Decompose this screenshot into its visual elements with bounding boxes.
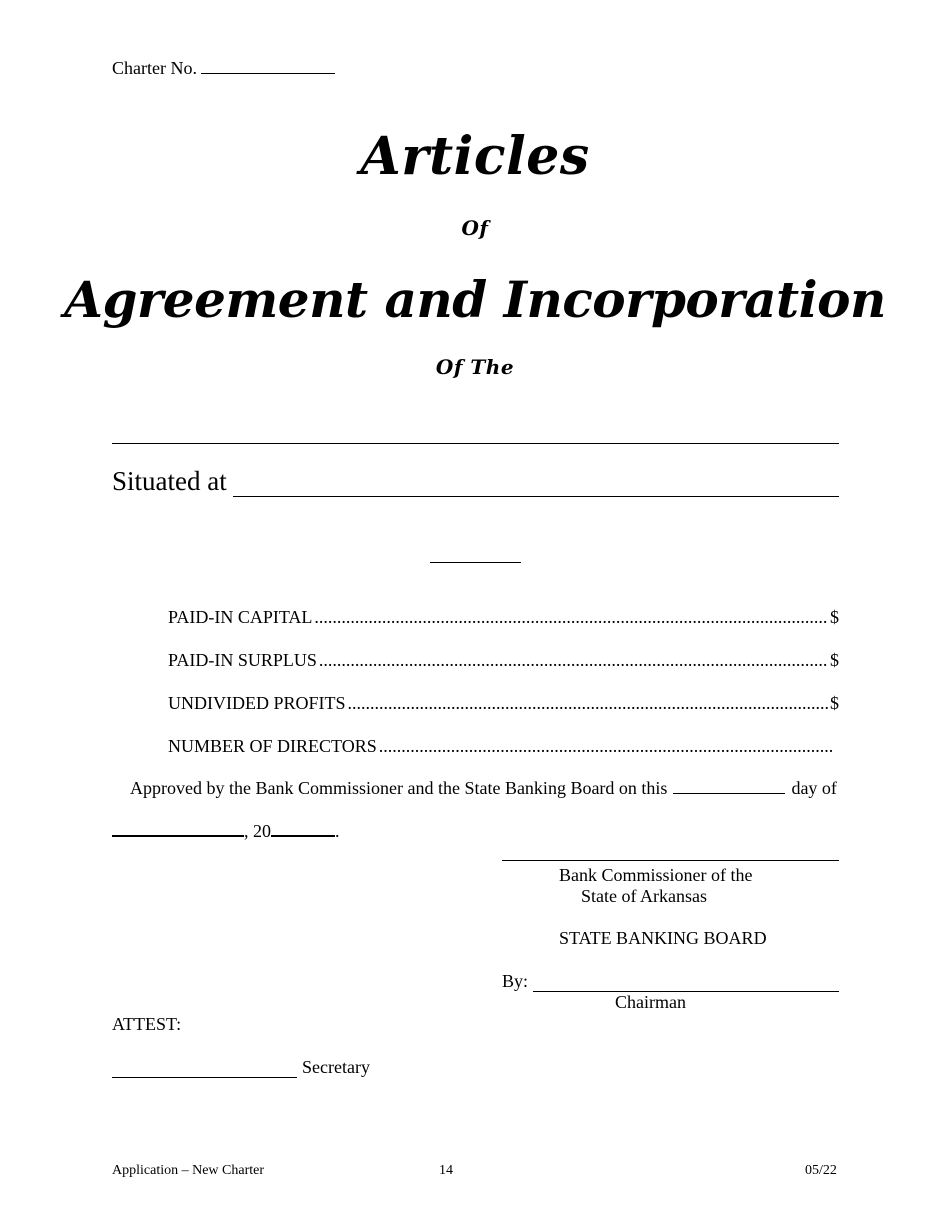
approval-year-blank[interactable] <box>271 821 335 837</box>
secretary-label: Secretary <box>302 1057 370 1077</box>
situated-label: Situated at <box>112 466 227 496</box>
approval-day-blank[interactable] <box>673 779 785 794</box>
row-label: PAID-IN SURPLUS <box>168 650 317 670</box>
charter-number-blank[interactable] <box>201 57 335 74</box>
commissioner-title <box>559 865 752 907</box>
year-prefix: , 20 <box>244 821 271 841</box>
title-of-the: Of The <box>435 355 515 379</box>
divider <box>430 562 521 563</box>
number-of-directors-row <box>168 736 836 757</box>
dot-leader <box>379 736 834 757</box>
attest-label: ATTEST: <box>112 1014 182 1034</box>
row-suffix: $ <box>830 693 839 713</box>
chairman-signature-line[interactable] <box>533 975 839 992</box>
secretary-signature-line[interactable] <box>112 1061 297 1078</box>
approval-month-blank[interactable] <box>112 821 244 837</box>
commissioner-signature-line[interactable] <box>502 860 839 861</box>
paid-in-surplus-row <box>168 650 839 671</box>
period: . <box>335 821 340 841</box>
charter-number-label: Charter No. <box>112 58 197 78</box>
paid-in-capital-row <box>168 607 839 628</box>
dot-leader <box>348 693 828 714</box>
title-agreement: Agreement and Incorporation <box>64 270 886 329</box>
footer-date: 05/22 <box>805 1163 837 1178</box>
title-of: Of <box>461 216 489 240</box>
board-title: STATE BANKING BOARD <box>559 928 767 948</box>
approval-date-line <box>112 821 340 842</box>
footer-left: Application – New Charter <box>112 1163 265 1178</box>
undivided-profits-row <box>168 693 839 714</box>
approval-statement <box>130 778 839 799</box>
row-label: UNDIVIDED PROFITS <box>168 693 346 713</box>
row-suffix: $ <box>830 607 839 627</box>
secretary-field <box>112 1057 370 1078</box>
bank-name-blank[interactable] <box>112 443 839 444</box>
board-signature-field <box>502 971 839 992</box>
row-label: PAID-IN CAPITAL <box>168 607 313 627</box>
row-label: NUMBER OF DIRECTORS <box>168 736 377 756</box>
approval-text: Approved by the Bank Commissioner and the State Banking Board on this <box>130 778 668 798</box>
dot-leader <box>319 650 828 671</box>
situated-field <box>112 466 839 497</box>
by-label: By: <box>502 971 529 991</box>
charter-number-field <box>112 57 335 79</box>
row-suffix: $ <box>830 650 839 670</box>
approval-day-of: day of <box>791 778 837 798</box>
dot-leader <box>314 607 828 628</box>
chairman-label: Chairman <box>615 992 686 1012</box>
commissioner-line1: Bank Commissioner of the <box>559 865 753 885</box>
situated-blank[interactable] <box>233 470 839 497</box>
page-number: 14 <box>439 1163 453 1178</box>
commissioner-line2: State of Arkansas <box>581 886 707 906</box>
title-articles: Articles <box>360 126 590 187</box>
